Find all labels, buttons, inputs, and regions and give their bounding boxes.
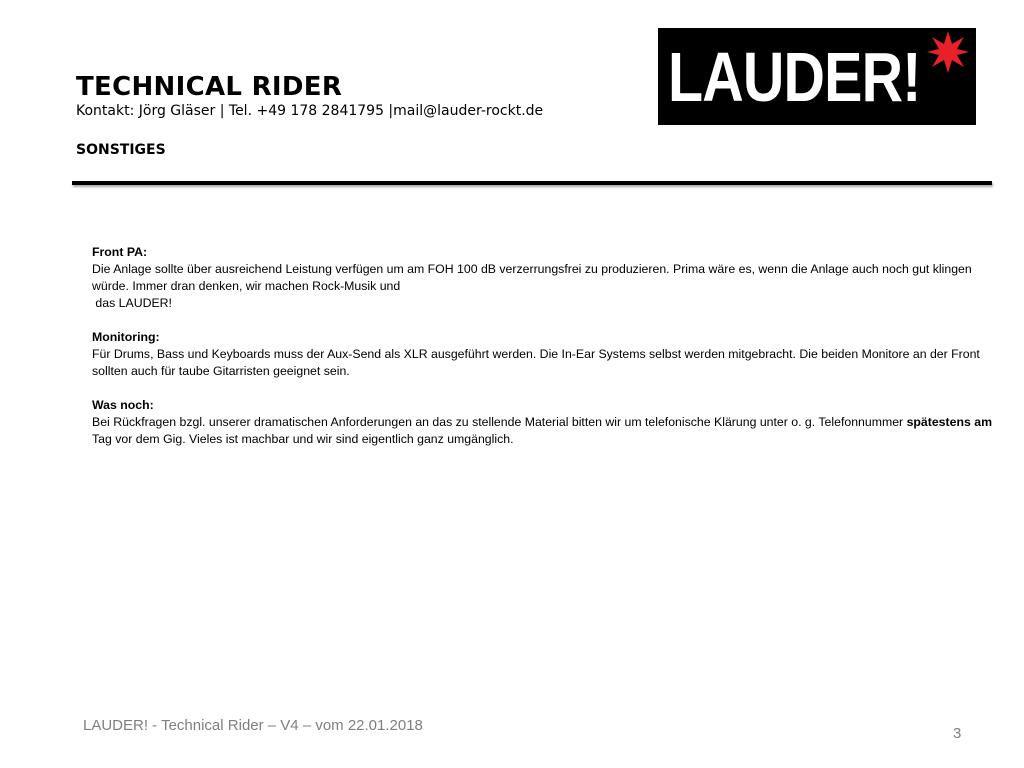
lauder-logo bbox=[658, 28, 976, 125]
contact-line: Kontakt: Jörg Gläser | Tel. +49 178 2841795 |mail@lauder-rockt.de bbox=[76, 103, 544, 119]
was-noch-text-part2: Tag vor dem Gig. Vieles ist machbar und wir sind eigentlich ganz umgänglich. bbox=[92, 432, 514, 446]
front-pa-text: Die Anlage sollte über ausreichend Leistung verfügen um am FOH 100 dB verzerrungsfrei zu produzieren. Prima wäre es, wenn die Anlage auch noch gut klingen würde. Immer dran denken, wir machen Rock-Musik und bbox=[92, 262, 972, 293]
was-noch-text-bold: spätestens am bbox=[906, 415, 992, 429]
front-pa-block bbox=[92, 244, 992, 312]
logo-text: LAUDER! bbox=[668, 38, 921, 116]
was-noch-block bbox=[92, 397, 992, 448]
was-noch-text-part1: Bei Rückfragen bzgl. unserer dramatischen Anforderungen an das zu stellende Material bitten wir um telefonische Klärung unter o. g. Telefonnummer bbox=[92, 415, 907, 429]
monitoring-heading: Monitoring: bbox=[92, 330, 160, 344]
was-noch-text bbox=[92, 414, 992, 448]
red-star-icon bbox=[926, 30, 970, 74]
page-number: 3 bbox=[953, 725, 962, 742]
footer-text: LAUDER! - Technical Rider – V4 – vom 22.01.2018 bbox=[83, 717, 423, 734]
red-star-shape bbox=[927, 31, 969, 73]
was-noch-heading: Was noch: bbox=[92, 398, 154, 412]
monitoring-block bbox=[92, 329, 992, 380]
page-title: TECHNICAL RIDER bbox=[76, 72, 343, 102]
front-pa-text-end: das LAUDER! bbox=[92, 296, 172, 310]
content-body bbox=[92, 244, 992, 465]
section-heading: SONSTIGES bbox=[76, 142, 166, 158]
monitoring-text: Für Drums, Bass und Keyboards muss der Aux-Send als XLR ausgeführt werden. Die In-Ear Systems selbst werden mitgebracht. Die beiden Monitore an der Front sollten auch für taube Gitarristen geeignet sein. bbox=[92, 347, 980, 378]
front-pa-heading: Front PA: bbox=[92, 245, 148, 259]
header-divider bbox=[72, 181, 992, 185]
